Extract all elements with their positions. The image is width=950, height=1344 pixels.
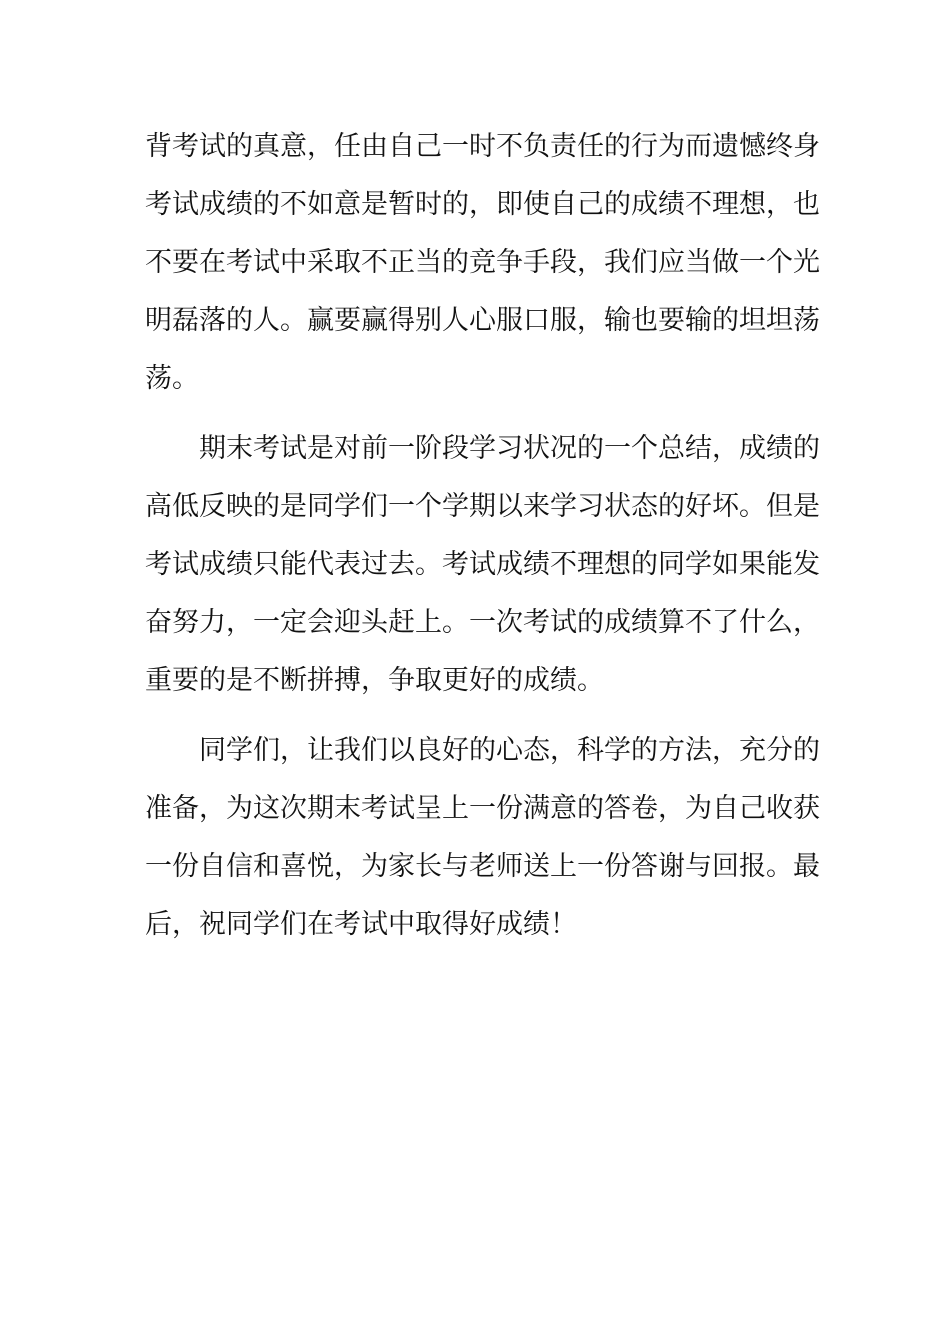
paragraph-line: 考试成绩只能代表过去。考试成绩不理想的同学如果能发 <box>145 549 820 580</box>
paragraph-3 <box>145 722 820 954</box>
paragraph-1 <box>145 118 820 408</box>
paragraph-line: 不要在考试中采取不正当的竞争手段，我们应当做一个光 <box>145 247 820 278</box>
paragraph-line: 高低反映的是同学们一个学期以来学习状态的好坏。但是 <box>145 491 820 522</box>
document-body <box>145 118 820 954</box>
paragraph-line: 考试成绩的不如意是暂时的，即使自己的成绩不理想，也 <box>145 189 820 220</box>
paragraph-line: 后，祝同学们在考试中取得好成绩！ <box>145 909 577 940</box>
paragraph-line: 重要的是不断拼搏，争取更好的成绩。 <box>145 665 604 696</box>
paragraph-spacer <box>145 710 809 722</box>
paragraph-line: 准备，为这次期末考试呈上一份满意的答卷，为自己收获 <box>145 793 820 824</box>
paragraph-line: 奋努力，一定会迎头赶上。一次考试的成绩算不了什么， <box>145 607 820 638</box>
paragraph-spacer <box>145 408 809 420</box>
paragraph-line: 一份自信和喜悦，为家长与老师送上一份答谢与回报。最 <box>145 851 820 882</box>
paragraph-line: 同学们，让我们以良好的心态，科学的方法，充分的 <box>199 735 820 766</box>
paragraph-2 <box>145 420 820 710</box>
paragraph-line: 明磊落的人。赢要赢得别人心服口服，输也要输的坦坦荡 <box>145 305 820 336</box>
paragraph-line: 荡。 <box>145 363 199 394</box>
paragraph-line: 期末考试是对前一阶段学习状况的一个总结，成绩的 <box>199 433 820 464</box>
paragraph-line: 背考试的真意，任由自己一时不负责任的行为而遗憾终身 <box>145 131 820 162</box>
